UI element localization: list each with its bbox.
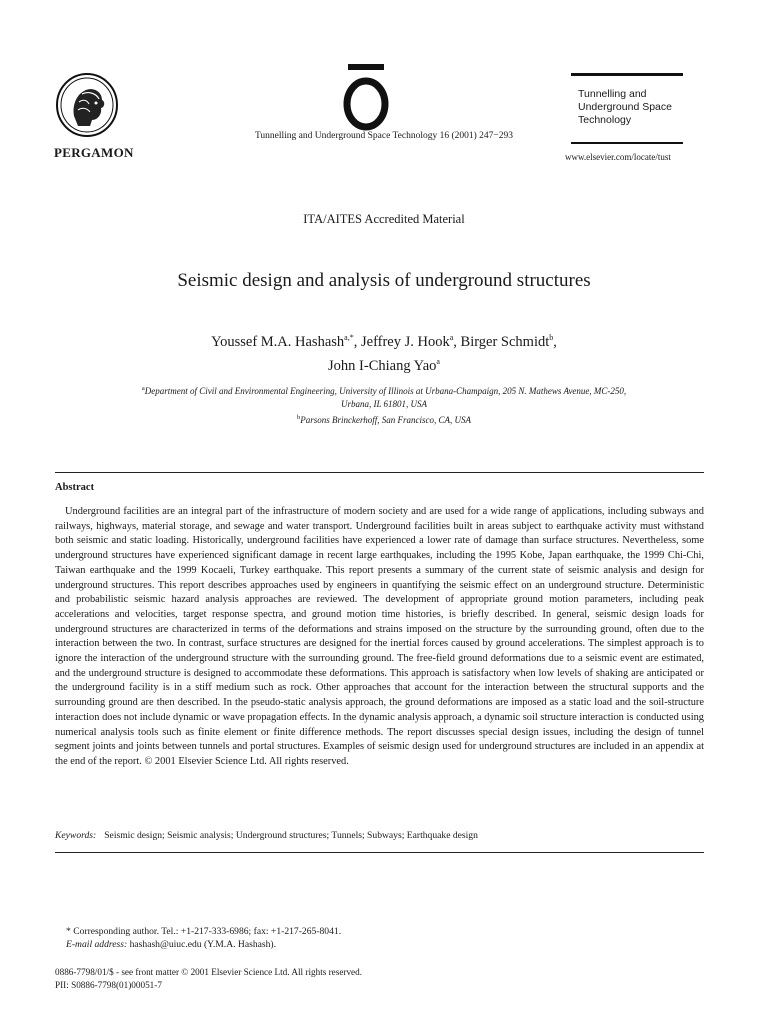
journal-box-line: Underground Space — [578, 101, 672, 113]
author-name: Birger Schmidt — [460, 334, 550, 350]
affiliation-marker: a — [141, 385, 145, 392]
affiliation-text: Parsons Brinckerhoff, San Francisco, CA, USA — [300, 415, 472, 425]
corresponding-author-footnote — [66, 925, 341, 951]
journal-box-line: Tunnelling and — [578, 88, 647, 100]
affiliation-a-line2: Urbana, IL 61801, USA — [340, 399, 428, 409]
author-name: Jeffrey J. Hook — [360, 334, 450, 350]
author-list: Youssef M.A. Hashash$^{a,*}$, Jeffrey J. Hook$^a$, Birger Schmidt$^b$, John I-Chiang Yao$^a$ — [211, 333, 557, 374]
author-affiliation-marker: a,* — [344, 333, 354, 342]
affiliation-a — [0, 382, 768, 398]
keywords — [55, 830, 704, 841]
publisher-name: PERGAMON — [54, 145, 134, 160]
copyright-line: 0886-7798/01/$ - see front matter © 2001 Elsevier Science Ltd. All rights reserved. — [55, 967, 363, 977]
affiliations — [0, 382, 768, 427]
author-name: John I-Chiang Yao — [328, 358, 437, 374]
publisher-logo — [54, 72, 120, 138]
author-affiliation-marker: a — [436, 357, 440, 366]
email-value[interactable]: hashash@uiuc.edu (Y.M.A. Hashash). — [129, 939, 277, 950]
journal-box-line: Technology — [578, 114, 632, 126]
pii-line: PII: S0886-7798(01)00051-7 — [55, 980, 162, 990]
journal-url[interactable]: www.elsevier.com/locate/tust — [565, 152, 671, 162]
abstract-body: Underground facilities are an integral part of the infrastructure of modern society and are used for a wide range of applications, including subways and railways, highways, material storage, and sewage and water transport. Underground facilities built in areas subject to earthquake activity must withstand both seismic and static loading. Historically, underground facilities have experienced a lower rate of damage than surface structures. Nevertheless, some underground structures have experienced significant damage in recent large earthquakes, including the 1995 Kobe, Japan earthquake, the 1999 Chi-Chi, Taiwan earthquake and the 1999 Kocaeli, Turkey earthquake. This report presents a summary of the current state of seismic analysis and design for underground structures. This report describes approaches used by engineers in quantifying the seismic effect on an underground structure. Deterministic and probabilistic seismic hazard analysis approaches are reviewed. The development of appropriate ground motion parameters, including peak accelerations and velocities, target response spectra, and ground motion time histories, is briefly described. In general, seismic design loads for underground structures are characterized in terms of the deformations and strains imposed on the structure by the surrounding ground, often due to the interaction between the two. In contrast, surface structures are designed for the inertial forces caused by ground accelerations. The simplest approach is to ignore the interaction of the underground structure with the surrounding ground. The free-field ground deformations due to a seismic event are estimated, and the underground structure is designed to accommodate these deformations. This approach is satisfactory when low levels of shaking are anticipated or the underground facility is in a stiff medium such as rock. Other approaches that account for the interaction between the structural supports and the surrounding ground are then described. In the pseudo-static analysis approach, the ground deformations are imposed as a static load and the soil-structure interaction does not include dynamic or wave propagation effects. In the dynamic analysis approach, a dynamic soil structure interaction is conducted using numerical analysis tools such as finite element or finite difference methods. The report discusses special design issues, including the design of tunnel segment joints and joints between tunnels and portal structures. Examples of seismic design used for underground structures are included in an appendix at the end of the report. © 2001 Elsevier Science Ltd. All rights reserved. — [55, 506, 704, 767]
divider-bottom — [55, 852, 704, 853]
affiliation-b — [0, 411, 768, 427]
keywords-text: Seismic design; Seismic analysis; Underground structures; Tunnels; Subways; Earthquake design — [104, 830, 478, 841]
keywords-label: Keywords: — [55, 830, 97, 841]
abstract-heading: Abstract — [55, 482, 95, 493]
journal-logo-mark — [338, 62, 394, 132]
author-affiliation-marker: b — [549, 333, 554, 342]
author-affiliation-marker: a — [449, 333, 454, 342]
front-matter — [55, 966, 362, 992]
author-name: Youssef M.A. Hashash — [211, 334, 345, 350]
divider-top — [55, 472, 704, 473]
paper-title: Seismic design and analysis of underground structures — [177, 270, 591, 291]
journal-box-title — [578, 88, 686, 127]
journal-citation: Tunnelling and Underground Space Technology 16 (2001) 247−293 — [254, 131, 514, 141]
affiliation-marker: b — [296, 414, 301, 421]
footnote-email — [66, 938, 341, 951]
email-label: E-mail address: — [66, 939, 128, 950]
accreditation-label: ITA/AITES Accredited Material — [303, 212, 465, 226]
affiliation-text: Department of Civil and Environmental Engineering, University of Illinois at Urbana-Champaign, 205 N. Mathews Avenue, MC-250, — [144, 386, 627, 396]
footnote-contact: * Corresponding author. Tel.: +1-217-333-6986; fax: +1-217-265-8041. — [66, 926, 342, 937]
